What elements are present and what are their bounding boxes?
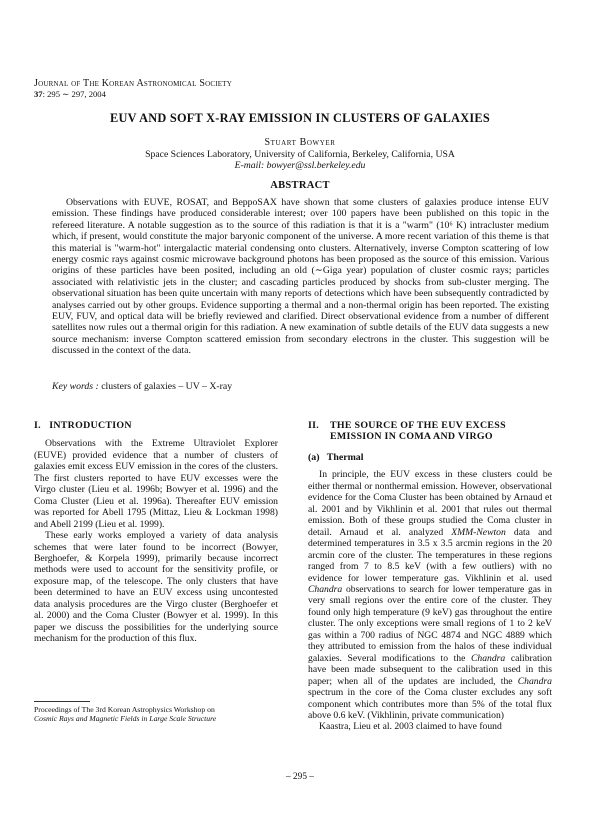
- section-2-paragraph-2: Kaastra, Lieu et al. 2003 claimed to have found: [319, 721, 502, 733]
- section-1-paragraph-1: Observations with the Extreme Ultraviolet Explorer (EUVE) provided evidence that a number of clusters of galaxies emit excess EUV emission in the cores of the clusters. The first clusters reported to have EUV excesses were the Virgo cluster (Lieu et al. 1996b; Bowyer et al. 1996) and the Coma Cluster (Lieu et al. 1996a). Thereafter EUV emission was reported for Abell 1795 (Mittaz, Lieu & Lockman 1998) and Abell 2199 (Lieu et al. 1999).: [34, 438, 278, 530]
- keywords: [52, 381, 549, 392]
- author-affiliation: Space Sciences Laboratory, University of California, Berkeley, California, USA: [145, 149, 455, 160]
- section-2-title: THE SOURCE OF THE EUV EXCESS EMISSION IN COMA AND VIRGO: [330, 420, 506, 442]
- journal-volume: 37: [34, 89, 43, 99]
- footnote-line-1: Proceedings of The 3rd Korean Astrophysics Workshop on: [34, 705, 215, 714]
- journal-header: [34, 78, 232, 100]
- footnote: [34, 705, 284, 724]
- footnote-line-2: Cosmic Rays and Magnetic Fields in Large Scale Structure: [34, 714, 217, 724]
- abstract-heading: ABSTRACT: [270, 180, 330, 191]
- subsection-a-heading: (a) Thermal: [308, 452, 364, 463]
- section-2-paragraph-1: In principle, the EUV excess in these clusters could be either thermal or nonthermal emission. However, observational evidence for the Coma Cluster has been obtained by Arnaud et al. 2001 and by Vikhlinin et al. 2001 that rules out thermal emission. Both of these groups studied the Coma cluster in detail. Arnaud et al. analyzed XMM-Newton data and determined temperatures in 3.5 x 3.5 arcmin regions in the 20 arcmin core of the cluster. The temperatures in these regions ranged from 7 to 8.5 keV (with a few outliers) with no evidence for lower temperature gas. Vikhlinin et al. used Chandra observations to search for lower temperature gas in very small regions over the entire core of the cluster. They found only high temperature (9 keV) gas throughout the entire cluster. The only exceptions were small regions of 1 to 2 keV gas within a 700 radius of NGC 4874 and NGC 4889 which they attributed to emission from the halos of these individual galaxies. Several modifications to the Chandra calibration have been made subsequent to the calibration used in this paper; when all of the updates are included, the Chandra spectrum in the core of the Coma cluster excludes any soft component which contributes more than 5% of the total flux above 0.6 keV. (Vikhlinin, private communication): [308, 469, 552, 721]
- author-email: E-mail: bowyer@ssl.berkeley.edu: [234, 160, 366, 171]
- abstract-text: Observations with EUVE, ROSAT, and BeppoSAX have shown that some clusters of galaxies produce intense EUV emission. These findings have produced considerable interest; over 100 papers have been published on this topic in the refereed literature. A notable suggestion as to the source of this radiation is that it is a "warm" (10⁶ K) intracluster medium which, if present, would constitute the major baryonic component of the universe. A more recent variation of this theme is that this material is "warm-hot" intergalactic material condensing onto clusters. Alternatively, inverse Compton scattering of low energy cosmic rays against cosmic microwave background photons has been proposed as the source of this emission. Various origins of these particles have been posited, including an old (∼Giga year) population of cluster cosmic rays; particles associated with relativistic jets in the cluster; and cascading particles produced by shocks from sub-cluster merging. The observational situation has been quite uncertain with many reports of detections which have been subsequently contradicted by analyses carried out by other groups. Evidence supporting a thermal and a non-thermal origin has been reported. The existing EUV, FUV, and optical data will be briefly reviewed and clarified. Direct observational evidence from a number of different satellites now rules out a thermal origin for this radiation. A new examination of subtle details of the EUV data suggests a new source mechanism: inverse Compton scattered emission from secondary electrons in the cluster. This suggestion will be discussed in the context of the data.: [52, 197, 549, 357]
- keywords-label: Key words :: [52, 381, 99, 392]
- journal-citation: [34, 89, 232, 100]
- page-number: – 295 –: [286, 772, 314, 782]
- section-2-number: II.: [308, 420, 320, 431]
- section-1-heading: I. INTRODUCTION: [34, 420, 132, 431]
- section-1-paragraph-2: These early works employed a variety of data analysis schemes that were later found to be incorrect (Bowyer, Berghoefer, & Korpela 1999), primarily because incorrect methods were used to account for the sensitivity profile, or exposure map, of the telescope. The only clusters that have been determined to have an EUV excess using uncontested data analysis procedures are the Virgo cluster (Berghoefer et al. 2000) and the Coma Cluster (Bowyer et al. 1999). In this paper we discuss the possibilities for the underlying source mechanism for the production of this flux.: [34, 530, 278, 645]
- journal-pages: : 295 ∼ 297, 2004: [42, 89, 106, 99]
- section-2-heading: [308, 420, 552, 442]
- left-column: [34, 420, 278, 645]
- journal-name: Journal of The Korean Astronomical Society: [34, 78, 232, 89]
- right-column: [308, 420, 552, 733]
- keywords-text: clusters of galaxies – UV – X-ray: [98, 381, 233, 392]
- author-name: Stuart Bowyer: [264, 137, 336, 148]
- paper-title: EUV AND SOFT X-RAY EMISSION IN CLUSTERS OF GALAXIES: [110, 111, 490, 125]
- footnote-rule: [34, 701, 90, 702]
